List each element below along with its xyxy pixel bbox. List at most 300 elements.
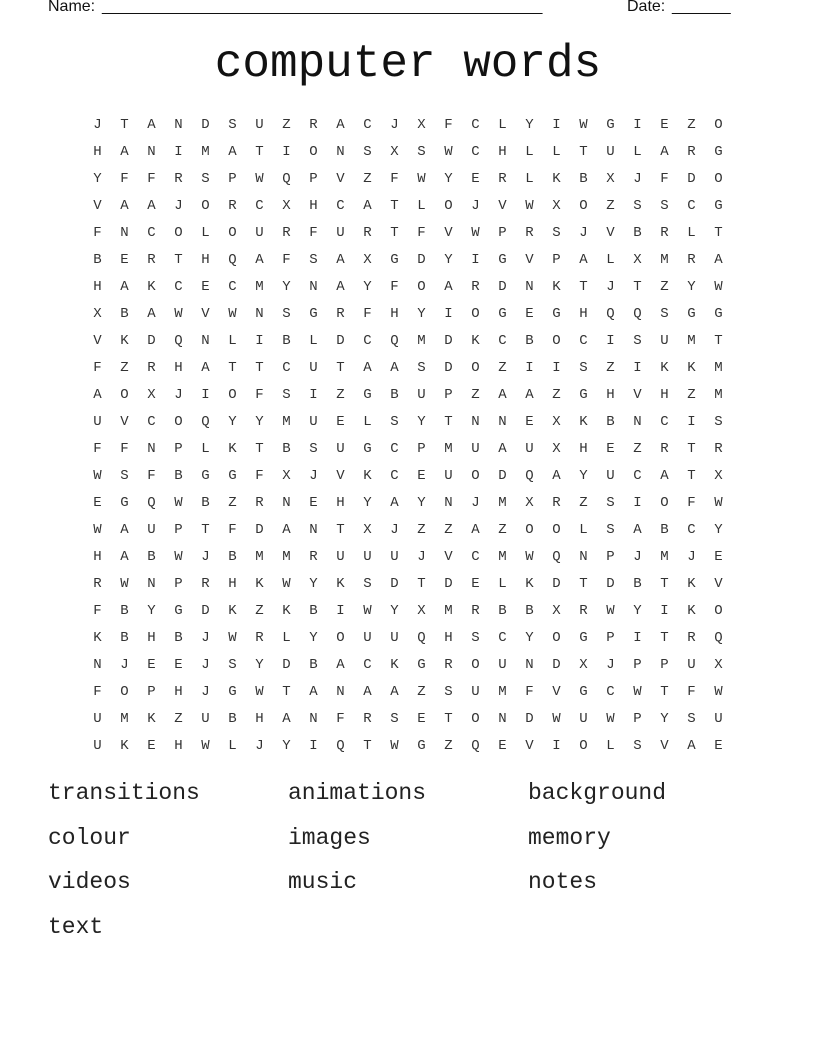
grid-letter[interactable]: U bbox=[309, 360, 318, 376]
grid-letter[interactable]: X bbox=[417, 603, 426, 619]
grid-letter[interactable]: S bbox=[309, 252, 318, 268]
grid-letter[interactable]: F bbox=[93, 441, 102, 457]
grid-letter[interactable]: X bbox=[552, 603, 561, 619]
grid-letter[interactable]: I bbox=[660, 603, 669, 619]
grid-letter[interactable]: T bbox=[687, 468, 696, 484]
grid-letter[interactable]: E bbox=[417, 711, 426, 727]
grid-letter[interactable]: E bbox=[714, 549, 723, 565]
grid-letter[interactable]: T bbox=[660, 630, 669, 646]
grid-letter[interactable]: I bbox=[444, 306, 453, 322]
grid-letter[interactable]: Z bbox=[174, 711, 183, 727]
grid-letter[interactable]: G bbox=[120, 495, 129, 511]
grid-letter[interactable]: K bbox=[147, 711, 156, 727]
grid-letter[interactable]: G bbox=[714, 306, 723, 322]
grid-letter[interactable]: T bbox=[660, 576, 669, 592]
grid-letter[interactable]: A bbox=[336, 117, 345, 133]
grid-letter[interactable]: Z bbox=[336, 387, 345, 403]
grid-letter[interactable]: T bbox=[687, 441, 696, 457]
grid-letter[interactable]: R bbox=[714, 441, 723, 457]
grid-letter[interactable]: K bbox=[93, 630, 102, 646]
grid-letter[interactable]: R bbox=[471, 603, 480, 619]
grid-letter[interactable]: Q bbox=[390, 333, 399, 349]
grid-letter[interactable]: P bbox=[444, 387, 453, 403]
grid-letter[interactable]: B bbox=[120, 630, 129, 646]
grid-letter[interactable]: U bbox=[471, 684, 480, 700]
grid-letter[interactable]: R bbox=[174, 171, 183, 187]
grid-letter[interactable]: Y bbox=[93, 171, 102, 187]
grid-letter[interactable]: V bbox=[498, 198, 507, 214]
grid-letter[interactable]: F bbox=[93, 360, 102, 376]
grid-letter[interactable]: N bbox=[579, 549, 588, 565]
grid-letter[interactable]: R bbox=[444, 657, 453, 673]
grid-letter[interactable]: O bbox=[228, 387, 237, 403]
grid-letter[interactable]: V bbox=[633, 387, 642, 403]
grid-letter[interactable]: H bbox=[174, 684, 183, 700]
grid-letter[interactable]: N bbox=[336, 144, 345, 160]
grid-letter[interactable]: I bbox=[201, 387, 210, 403]
grid-letter[interactable]: M bbox=[444, 603, 453, 619]
grid-letter[interactable]: N bbox=[309, 279, 318, 295]
grid-letter[interactable]: T bbox=[390, 225, 399, 241]
grid-letter[interactable]: T bbox=[714, 333, 723, 349]
grid-letter[interactable]: L bbox=[606, 252, 615, 268]
grid-letter[interactable]: E bbox=[606, 441, 615, 457]
grid-letter[interactable]: E bbox=[309, 495, 318, 511]
grid-letter[interactable]: H bbox=[147, 630, 156, 646]
grid-letter[interactable]: Z bbox=[687, 117, 696, 133]
grid-letter[interactable]: T bbox=[255, 144, 264, 160]
grid-letter[interactable]: K bbox=[363, 468, 372, 484]
grid-letter[interactable]: Y bbox=[525, 630, 534, 646]
grid-letter[interactable]: J bbox=[606, 279, 615, 295]
grid-letter[interactable]: T bbox=[660, 684, 669, 700]
grid-letter[interactable]: A bbox=[390, 360, 399, 376]
grid-letter[interactable]: N bbox=[498, 414, 507, 430]
grid-letter[interactable]: D bbox=[498, 279, 507, 295]
grid-letter[interactable]: M bbox=[255, 549, 264, 565]
grid-letter[interactable]: P bbox=[174, 441, 183, 457]
grid-letter[interactable]: B bbox=[525, 333, 534, 349]
grid-letter[interactable]: C bbox=[336, 198, 345, 214]
grid-letter[interactable]: L bbox=[498, 117, 507, 133]
grid-letter[interactable]: Q bbox=[633, 306, 642, 322]
grid-letter[interactable]: U bbox=[255, 117, 264, 133]
grid-letter[interactable]: W bbox=[201, 738, 210, 754]
grid-letter[interactable]: C bbox=[660, 414, 669, 430]
grid-letter[interactable]: N bbox=[174, 117, 183, 133]
grid-letter[interactable]: O bbox=[552, 522, 561, 538]
grid-letter[interactable]: A bbox=[660, 144, 669, 160]
grid-letter[interactable]: I bbox=[471, 252, 480, 268]
grid-letter[interactable]: B bbox=[228, 549, 237, 565]
grid-letter[interactable]: X bbox=[147, 387, 156, 403]
grid-letter[interactable]: A bbox=[120, 279, 129, 295]
grid-letter[interactable]: I bbox=[525, 360, 534, 376]
grid-letter[interactable]: O bbox=[444, 198, 453, 214]
grid-letter[interactable]: C bbox=[471, 117, 480, 133]
grid-letter[interactable]: Y bbox=[417, 414, 426, 430]
grid-letter[interactable]: O bbox=[579, 198, 588, 214]
grid-letter[interactable]: K bbox=[390, 657, 399, 673]
grid-letter[interactable]: J bbox=[633, 549, 642, 565]
grid-letter[interactable]: D bbox=[444, 576, 453, 592]
grid-letter[interactable]: A bbox=[390, 495, 399, 511]
grid-letter[interactable]: U bbox=[336, 441, 345, 457]
grid-letter[interactable]: Y bbox=[417, 495, 426, 511]
grid-letter[interactable]: G bbox=[363, 441, 372, 457]
grid-letter[interactable]: S bbox=[282, 387, 291, 403]
grid-letter[interactable]: Z bbox=[606, 198, 615, 214]
grid-letter[interactable]: O bbox=[120, 387, 129, 403]
grid-letter[interactable]: C bbox=[174, 279, 183, 295]
grid-letter[interactable]: A bbox=[282, 522, 291, 538]
grid-letter[interactable]: X bbox=[633, 252, 642, 268]
grid-letter[interactable]: R bbox=[687, 630, 696, 646]
grid-letter[interactable]: S bbox=[552, 225, 561, 241]
grid-letter[interactable]: N bbox=[282, 495, 291, 511]
grid-letter[interactable]: X bbox=[390, 144, 399, 160]
grid-letter[interactable]: B bbox=[120, 306, 129, 322]
grid-letter[interactable]: C bbox=[390, 468, 399, 484]
grid-letter[interactable]: S bbox=[633, 198, 642, 214]
grid-letter[interactable]: N bbox=[525, 657, 534, 673]
grid-letter[interactable]: F bbox=[120, 171, 129, 187]
grid-letter[interactable]: W bbox=[633, 684, 642, 700]
grid-letter[interactable]: K bbox=[525, 576, 534, 592]
grid-letter[interactable]: Z bbox=[417, 522, 426, 538]
grid-letter[interactable]: M bbox=[120, 711, 129, 727]
grid-letter[interactable]: G bbox=[579, 387, 588, 403]
grid-letter[interactable]: F bbox=[687, 495, 696, 511]
grid-letter[interactable]: L bbox=[633, 144, 642, 160]
grid-letter[interactable]: P bbox=[633, 657, 642, 673]
grid-letter[interactable]: X bbox=[579, 657, 588, 673]
grid-letter[interactable]: K bbox=[687, 360, 696, 376]
grid-letter[interactable]: L bbox=[552, 144, 561, 160]
grid-letter[interactable]: S bbox=[363, 576, 372, 592]
grid-letter[interactable]: C bbox=[579, 333, 588, 349]
grid-letter[interactable]: X bbox=[714, 468, 723, 484]
grid-letter[interactable]: O bbox=[471, 306, 480, 322]
grid-letter[interactable]: P bbox=[660, 657, 669, 673]
grid-letter[interactable]: U bbox=[201, 711, 210, 727]
grid-letter[interactable]: A bbox=[201, 360, 210, 376]
grid-letter[interactable]: R bbox=[147, 252, 156, 268]
grid-letter[interactable]: C bbox=[633, 468, 642, 484]
grid-letter[interactable]: G bbox=[498, 306, 507, 322]
grid-letter[interactable]: K bbox=[228, 603, 237, 619]
grid-letter[interactable]: R bbox=[255, 630, 264, 646]
grid-letter[interactable]: O bbox=[120, 684, 129, 700]
grid-letter[interactable]: S bbox=[363, 144, 372, 160]
grid-letter[interactable]: C bbox=[147, 414, 156, 430]
grid-letter[interactable]: H bbox=[201, 252, 210, 268]
grid-letter[interactable]: E bbox=[714, 738, 723, 754]
grid-letter[interactable]: R bbox=[309, 549, 318, 565]
grid-letter[interactable]: O bbox=[525, 522, 534, 538]
grid-letter[interactable]: I bbox=[174, 144, 183, 160]
grid-letter[interactable]: L bbox=[363, 414, 372, 430]
grid-letter[interactable]: R bbox=[687, 144, 696, 160]
grid-letter[interactable]: G bbox=[579, 630, 588, 646]
grid-letter[interactable]: L bbox=[201, 441, 210, 457]
grid-letter[interactable]: R bbox=[498, 171, 507, 187]
grid-letter[interactable]: B bbox=[174, 468, 183, 484]
grid-letter[interactable]: U bbox=[660, 333, 669, 349]
grid-letter[interactable]: I bbox=[282, 144, 291, 160]
grid-letter[interactable]: I bbox=[633, 495, 642, 511]
grid-letter[interactable]: R bbox=[336, 306, 345, 322]
grid-letter[interactable]: Q bbox=[417, 630, 426, 646]
grid-letter[interactable]: T bbox=[363, 738, 372, 754]
grid-letter[interactable]: M bbox=[417, 333, 426, 349]
grid-letter[interactable]: M bbox=[660, 549, 669, 565]
grid-letter[interactable]: N bbox=[471, 414, 480, 430]
grid-letter[interactable]: Q bbox=[525, 468, 534, 484]
grid-letter[interactable]: D bbox=[525, 711, 534, 727]
grid-letter[interactable]: R bbox=[525, 225, 534, 241]
grid-letter[interactable]: C bbox=[390, 441, 399, 457]
grid-letter[interactable]: R bbox=[363, 711, 372, 727]
grid-letter[interactable]: T bbox=[579, 576, 588, 592]
grid-letter[interactable]: H bbox=[579, 306, 588, 322]
grid-letter[interactable]: D bbox=[417, 252, 426, 268]
grid-letter[interactable]: Q bbox=[147, 495, 156, 511]
grid-letter[interactable]: J bbox=[120, 657, 129, 673]
grid-letter[interactable]: S bbox=[579, 360, 588, 376]
grid-letter[interactable]: Z bbox=[363, 171, 372, 187]
grid-letter[interactable]: U bbox=[714, 711, 723, 727]
grid-letter[interactable]: B bbox=[633, 576, 642, 592]
grid-letter[interactable]: C bbox=[498, 333, 507, 349]
grid-letter[interactable]: K bbox=[120, 738, 129, 754]
grid-letter[interactable]: S bbox=[714, 414, 723, 430]
grid-letter[interactable]: P bbox=[417, 441, 426, 457]
grid-letter[interactable]: Y bbox=[444, 252, 453, 268]
grid-letter[interactable]: D bbox=[606, 576, 615, 592]
grid-letter[interactable]: Z bbox=[120, 360, 129, 376]
grid-letter[interactable]: X bbox=[552, 198, 561, 214]
grid-letter[interactable]: T bbox=[714, 225, 723, 241]
grid-letter[interactable]: H bbox=[93, 549, 102, 565]
grid-letter[interactable]: R bbox=[309, 117, 318, 133]
grid-letter[interactable]: C bbox=[687, 522, 696, 538]
grid-letter[interactable]: I bbox=[336, 603, 345, 619]
grid-letter[interactable]: J bbox=[471, 198, 480, 214]
grid-letter[interactable]: D bbox=[255, 522, 264, 538]
grid-letter[interactable]: F bbox=[147, 171, 156, 187]
grid-letter[interactable]: U bbox=[579, 711, 588, 727]
grid-letter[interactable]: M bbox=[498, 684, 507, 700]
grid-letter[interactable]: I bbox=[633, 630, 642, 646]
grid-letter[interactable]: D bbox=[498, 468, 507, 484]
grid-letter[interactable]: C bbox=[498, 630, 507, 646]
grid-letter[interactable]: Z bbox=[255, 603, 264, 619]
grid-letter[interactable]: O bbox=[552, 333, 561, 349]
grid-letter[interactable]: T bbox=[174, 252, 183, 268]
grid-letter[interactable]: I bbox=[633, 360, 642, 376]
grid-letter[interactable]: T bbox=[390, 198, 399, 214]
grid-letter[interactable]: B bbox=[660, 522, 669, 538]
grid-letter[interactable]: W bbox=[606, 603, 615, 619]
date-field-line[interactable]: _______ bbox=[672, 0, 731, 15]
grid-letter[interactable]: P bbox=[174, 576, 183, 592]
grid-letter[interactable]: F bbox=[390, 171, 399, 187]
grid-letter[interactable]: F bbox=[417, 225, 426, 241]
grid-letter[interactable]: F bbox=[525, 684, 534, 700]
grid-letter[interactable]: Z bbox=[228, 495, 237, 511]
grid-letter[interactable]: B bbox=[228, 711, 237, 727]
grid-letter[interactable]: C bbox=[471, 549, 480, 565]
grid-letter[interactable]: G bbox=[579, 684, 588, 700]
grid-letter[interactable]: J bbox=[174, 198, 183, 214]
grid-letter[interactable]: S bbox=[201, 171, 210, 187]
grid-letter[interactable]: B bbox=[147, 549, 156, 565]
grid-letter[interactable]: H bbox=[255, 711, 264, 727]
grid-letter[interactable]: W bbox=[579, 117, 588, 133]
grid-letter[interactable]: N bbox=[147, 441, 156, 457]
grid-letter[interactable]: T bbox=[579, 144, 588, 160]
grid-letter[interactable]: X bbox=[525, 495, 534, 511]
grid-letter[interactable]: G bbox=[498, 252, 507, 268]
grid-letter[interactable]: X bbox=[282, 468, 291, 484]
grid-letter[interactable]: N bbox=[336, 684, 345, 700]
grid-letter[interactable]: L bbox=[525, 144, 534, 160]
grid-letter[interactable]: R bbox=[147, 360, 156, 376]
grid-letter[interactable]: L bbox=[525, 171, 534, 187]
grid-letter[interactable]: Q bbox=[606, 306, 615, 322]
grid-letter[interactable]: T bbox=[336, 522, 345, 538]
grid-letter[interactable]: P bbox=[309, 171, 318, 187]
grid-letter[interactable]: E bbox=[120, 252, 129, 268]
grid-letter[interactable]: A bbox=[471, 522, 480, 538]
grid-letter[interactable]: Y bbox=[660, 711, 669, 727]
grid-letter[interactable]: A bbox=[660, 468, 669, 484]
grid-letter[interactable]: N bbox=[201, 333, 210, 349]
grid-letter[interactable]: Z bbox=[444, 738, 453, 754]
grid-letter[interactable]: R bbox=[228, 198, 237, 214]
grid-letter[interactable]: W bbox=[282, 576, 291, 592]
grid-letter[interactable]: W bbox=[444, 144, 453, 160]
grid-letter[interactable]: P bbox=[228, 171, 237, 187]
grid-letter[interactable]: I bbox=[309, 387, 318, 403]
grid-letter[interactable]: T bbox=[282, 684, 291, 700]
grid-letter[interactable]: H bbox=[660, 387, 669, 403]
grid-letter[interactable]: G bbox=[714, 198, 723, 214]
grid-letter[interactable]: Y bbox=[390, 603, 399, 619]
grid-letter[interactable]: J bbox=[255, 738, 264, 754]
grid-letter[interactable]: H bbox=[390, 306, 399, 322]
grid-letter[interactable]: B bbox=[93, 252, 102, 268]
grid-letter[interactable]: F bbox=[93, 225, 102, 241]
grid-letter[interactable]: X bbox=[93, 306, 102, 322]
grid-letter[interactable]: T bbox=[336, 360, 345, 376]
grid-letter[interactable]: N bbox=[309, 522, 318, 538]
grid-letter[interactable]: C bbox=[471, 144, 480, 160]
grid-letter[interactable]: U bbox=[93, 738, 102, 754]
grid-letter[interactable]: V bbox=[714, 576, 723, 592]
grid-letter[interactable]: P bbox=[633, 711, 642, 727]
grid-letter[interactable]: V bbox=[525, 252, 534, 268]
grid-letter[interactable]: U bbox=[444, 468, 453, 484]
grid-letter[interactable]: I bbox=[633, 117, 642, 133]
grid-letter[interactable]: X bbox=[363, 522, 372, 538]
grid-letter[interactable]: W bbox=[255, 171, 264, 187]
grid-letter[interactable]: R bbox=[687, 252, 696, 268]
grid-letter[interactable]: Q bbox=[228, 252, 237, 268]
grid-letter[interactable]: A bbox=[498, 387, 507, 403]
grid-letter[interactable]: S bbox=[282, 306, 291, 322]
grid-letter[interactable]: F bbox=[444, 117, 453, 133]
grid-letter[interactable]: M bbox=[498, 549, 507, 565]
grid-letter[interactable]: J bbox=[390, 117, 399, 133]
grid-letter[interactable]: T bbox=[120, 117, 129, 133]
grid-letter[interactable]: I bbox=[687, 414, 696, 430]
grid-letter[interactable]: D bbox=[552, 657, 561, 673]
grid-letter[interactable]: M bbox=[714, 387, 723, 403]
grid-letter[interactable]: Y bbox=[714, 522, 723, 538]
grid-letter[interactable]: D bbox=[336, 333, 345, 349]
grid-letter[interactable]: S bbox=[471, 630, 480, 646]
grid-letter[interactable]: I bbox=[552, 117, 561, 133]
grid-letter[interactable]: V bbox=[336, 171, 345, 187]
grid-letter[interactable]: E bbox=[336, 414, 345, 430]
grid-letter[interactable]: J bbox=[309, 468, 318, 484]
grid-letter[interactable]: A bbox=[309, 684, 318, 700]
grid-letter[interactable]: D bbox=[444, 333, 453, 349]
grid-letter[interactable]: A bbox=[147, 306, 156, 322]
grid-letter[interactable]: O bbox=[228, 225, 237, 241]
grid-letter[interactable]: X bbox=[282, 198, 291, 214]
grid-letter[interactable]: F bbox=[282, 252, 291, 268]
grid-letter[interactable]: A bbox=[93, 387, 102, 403]
grid-letter[interactable]: L bbox=[201, 225, 210, 241]
grid-letter[interactable]: G bbox=[228, 468, 237, 484]
grid-letter[interactable]: A bbox=[363, 198, 372, 214]
grid-letter[interactable]: K bbox=[255, 576, 264, 592]
grid-letter[interactable]: U bbox=[93, 711, 102, 727]
grid-letter[interactable]: W bbox=[525, 198, 534, 214]
grid-letter[interactable]: O bbox=[579, 738, 588, 754]
grid-letter[interactable]: Y bbox=[147, 603, 156, 619]
grid-letter[interactable]: X bbox=[552, 414, 561, 430]
grid-letter[interactable]: V bbox=[552, 684, 561, 700]
grid-letter[interactable]: H bbox=[93, 279, 102, 295]
grid-letter[interactable]: U bbox=[93, 414, 102, 430]
grid-letter[interactable]: G bbox=[687, 306, 696, 322]
grid-letter[interactable]: Z bbox=[417, 684, 426, 700]
grid-letter[interactable]: H bbox=[93, 144, 102, 160]
grid-letter[interactable]: S bbox=[417, 144, 426, 160]
grid-letter[interactable]: C bbox=[363, 333, 372, 349]
grid-letter[interactable]: G bbox=[552, 306, 561, 322]
grid-letter[interactable]: Y bbox=[444, 171, 453, 187]
grid-letter[interactable]: A bbox=[336, 279, 345, 295]
grid-letter[interactable]: Y bbox=[282, 279, 291, 295]
grid-letter[interactable]: O bbox=[714, 603, 723, 619]
grid-letter[interactable]: F bbox=[363, 306, 372, 322]
grid-letter[interactable]: D bbox=[147, 333, 156, 349]
grid-letter[interactable]: O bbox=[201, 198, 210, 214]
grid-letter[interactable]: O bbox=[660, 495, 669, 511]
grid-letter[interactable]: S bbox=[606, 522, 615, 538]
grid-letter[interactable]: M bbox=[498, 495, 507, 511]
grid-letter[interactable]: D bbox=[282, 657, 291, 673]
grid-letter[interactable]: M bbox=[201, 144, 210, 160]
grid-letter[interactable]: W bbox=[93, 468, 102, 484]
grid-letter[interactable]: U bbox=[390, 630, 399, 646]
grid-letter[interactable]: Y bbox=[417, 306, 426, 322]
